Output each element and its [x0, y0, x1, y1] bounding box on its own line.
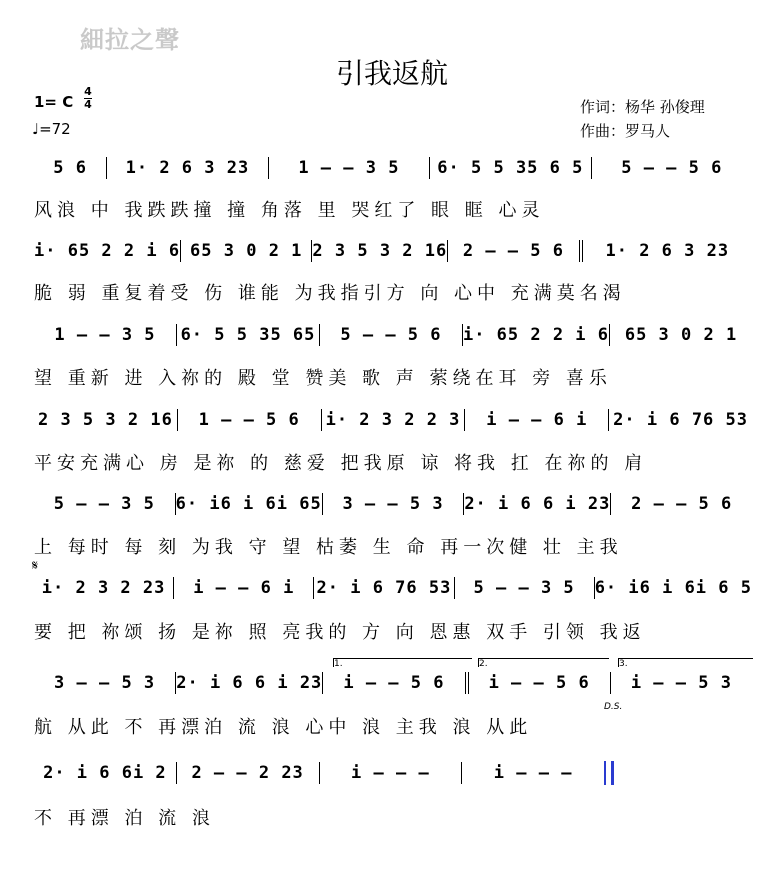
measure: i· 2 3 2 2 3: [322, 409, 466, 431]
score-row-1: [34, 155, 752, 181]
key-signature: 1= C: [34, 93, 74, 111]
lyrics-line: 航 从此 不 再漂泊 流 浪 心中 浪 主我 浪 从此: [34, 717, 533, 738]
measure: 6· 5 5 35 65: [177, 324, 320, 346]
measure: i – – 5 6: [323, 672, 468, 694]
measure: i – – 5 3: [630, 673, 732, 693]
volta-1: 1.: [333, 658, 472, 667]
score-row-5: [34, 491, 752, 517]
measure: 2· i 6 76 53: [613, 410, 748, 430]
page-title: 引我返航: [335, 57, 448, 90]
segno-sign: 𝄋: [32, 558, 39, 574]
measure: 2 – – 2 23: [177, 762, 320, 784]
volta-2: 2.: [478, 658, 609, 667]
measure: 65 3 0 2 1: [624, 325, 738, 345]
composer-credit: 作曲：罗马人: [580, 122, 671, 140]
measure: 6· i6 i 6i 6 5: [594, 578, 752, 598]
measure: 1 – – 3 5: [269, 157, 430, 179]
measure: i – – 6 i: [465, 409, 609, 431]
measure: i – – 5 6: [469, 672, 611, 694]
lyrics-line: 平安充满心 房 是祢 的 慈爱 把我原 谅 将我 扛 在祢的 肩: [34, 453, 648, 474]
score-row-2: [34, 238, 752, 264]
measure: 6· 5 5 35 6 5: [430, 157, 591, 179]
measure: 2 3 5 3 2 16: [312, 241, 448, 261]
measure: 3 – – 5 3: [34, 672, 176, 694]
lyrics-line: 要 把 祢颂 扬 是祢 照 亮我的 方 向 恩惠 双手 引领 我返: [34, 622, 646, 643]
watermark: 細拉之聲: [80, 26, 180, 54]
score-row-7: [34, 670, 752, 696]
measure: 1· 2 6 3 23: [107, 157, 268, 179]
measure: 5 – – 3 5: [34, 493, 176, 515]
measure: 5 6: [34, 157, 107, 179]
time-signature: 4 4: [84, 85, 92, 111]
measure: i· 2 3 2 23: [34, 577, 174, 599]
measure: i· 65 2 2 i 6: [34, 241, 181, 261]
final-barline: [604, 761, 614, 785]
measure: 2· i 6 6i 2: [34, 762, 177, 784]
measure: 2 3 5 3 2 16: [34, 409, 178, 431]
lyricist-credit: 作词：杨华 孙俊理: [580, 98, 705, 116]
ds-mark: D.S.: [604, 702, 623, 712]
measure: 1· 2 6 3 23: [605, 241, 730, 261]
measure: 2 – – 5 6: [448, 240, 582, 262]
score-row-8: [34, 760, 604, 786]
measure: i· 65 2 2 i 6: [462, 325, 610, 345]
lyrics-line: 望 重新 进 入祢的 殿 堂 赞美 歌 声 萦绕在耳 旁 喜乐: [34, 368, 612, 389]
measure: 1 – – 5 6: [178, 409, 322, 431]
measure: i – – –: [320, 762, 463, 784]
score-row-4: [34, 407, 752, 433]
measure: 5 – – 5 6: [320, 324, 463, 346]
measure: 65 3 0 2 1: [181, 240, 312, 262]
lyrics-line: 脆 弱 重复着受 伤 谁能 为我指引方 向 心中 充满莫名渴: [34, 283, 626, 304]
score-row-6: [34, 575, 752, 601]
measure: 2 – – 5 6: [631, 494, 733, 514]
measure: 1 – – 3 5: [34, 324, 177, 346]
measure: 2· i 6 76 53: [314, 577, 454, 599]
measure: 2· i 6 6 i 23: [464, 494, 611, 514]
measure: 6· i6 i 6i 65: [175, 494, 322, 514]
measure: i – – –: [493, 763, 573, 783]
lyrics-line: 风浪 中 我跌跌撞 撞 角落 里 哭红了 眼 眶 心灵: [34, 200, 545, 221]
measure: 5 – – 3 5: [455, 577, 595, 599]
measure: i – – 6 i: [174, 577, 314, 599]
lyrics-line: 不 再漂 泊 流 浪: [34, 808, 215, 829]
volta-3: 3.: [618, 658, 753, 667]
lyrics-line: 上 每时 每 刻 为我 守 望 枯萎 生 命 再一次健 壮 主我: [34, 537, 623, 558]
measure: 2· i 6 6 i 23: [176, 673, 323, 693]
measure: 3 – – 5 3: [323, 493, 465, 515]
tempo-mark: ♩=72: [32, 120, 71, 138]
measure: 5 – – 5 6: [621, 158, 723, 178]
score-row-3: [34, 322, 752, 348]
